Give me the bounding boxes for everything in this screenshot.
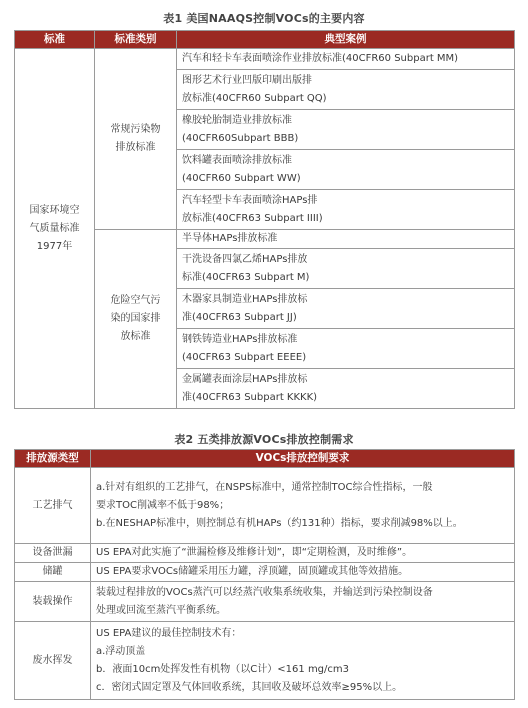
example-line: 金属罐表面涂层HAPs排放标	[182, 373, 308, 385]
example-line: 饮料罐表面喷涂排放标准	[182, 154, 292, 166]
table-row	[15, 582, 515, 622]
header-example: 典型案例	[177, 31, 515, 49]
example-cell	[177, 49, 515, 70]
requirement-line: b.在NESHAP标准中，则控制总有机HAPs（约131种）指标，要求削减98%以上。	[96, 517, 463, 529]
table-row	[15, 468, 515, 544]
standard-line: 气质量标准	[29, 222, 80, 234]
source-cell: 储罐	[15, 563, 91, 582]
header-requirement: VOCs排放控制要求	[91, 450, 515, 468]
requirement-cell	[91, 468, 515, 544]
category-line: 染的国家排	[110, 313, 161, 324]
category-line: 危险空气污	[110, 295, 161, 306]
example-line: 木器家具制造业HAPs排放标	[182, 293, 308, 305]
example-line: 图形艺术行业凹版印刷出版排	[182, 74, 312, 86]
category-line: 排放标准	[115, 142, 156, 153]
requirement-line: b．液面10cm处挥发性有机物（以C计）<161 mg/cm3	[96, 663, 349, 675]
example-cell	[177, 190, 515, 230]
example-line: (40CFR60Subpart BBB)	[182, 132, 299, 144]
requirement-line: US EPA建议的最佳控制技术有：	[96, 627, 242, 639]
source-cell: 装载操作	[15, 582, 91, 622]
example-cell	[177, 230, 515, 249]
example-line: 钢铁铸造业HAPs排放标准	[182, 333, 298, 345]
source-cell: 废水挥发	[15, 622, 91, 700]
example-cell	[177, 369, 515, 409]
table-row	[15, 622, 515, 700]
table2-header-row	[15, 450, 515, 468]
table1-caption: 表1 美国NAAQS控制VOCs的主要内容	[163, 12, 365, 25]
table1-header-row	[15, 31, 515, 49]
example-cell	[177, 329, 515, 369]
example-cell	[177, 110, 515, 150]
table-row	[15, 563, 515, 582]
example-line: 放标准(40CFR63 Subpart IIII)	[182, 212, 323, 224]
requirement-cell	[91, 563, 515, 582]
table2-caption: 表2 五类排放源VOCs排放控制需求	[174, 433, 354, 446]
requirement-line: 处理或回流至蒸汽平衡系统。	[96, 604, 226, 616]
category-cell	[95, 230, 177, 409]
requirement-line: a.浮动顶盖	[96, 645, 146, 657]
standard-cell	[15, 49, 95, 409]
requirement-line: a.针对有组织的工艺排气，在NSPS标准中，通常控制TOC综合性指标，一般	[96, 481, 433, 493]
example-line: 准(40CFR63 Subpart JJ)	[182, 311, 297, 323]
source-cell: 设备泄漏	[15, 544, 91, 563]
example-cell	[177, 249, 515, 289]
standard-line: 国家环境空	[29, 204, 80, 216]
example-line: 半导体HAPs排放标准	[182, 233, 278, 244]
category-cell	[95, 49, 177, 230]
example-line: 干洗设备四氯乙烯HAPs排放	[182, 253, 308, 265]
requirement-line: 要求TOC削减率不低于98%；	[96, 499, 230, 511]
header-source-type: 排放源类型	[15, 450, 91, 468]
requirement-cell	[91, 544, 515, 563]
example-cell	[177, 150, 515, 190]
category-line: 放标准	[120, 331, 151, 342]
header-category: 标准类别	[95, 31, 177, 49]
example-line: (40CFR63 Subpart EEEE)	[182, 351, 307, 363]
example-line: 放标准(40CFR60 Subpart QQ)	[182, 92, 327, 104]
example-cell	[177, 70, 515, 110]
requirement-cell	[91, 582, 515, 622]
header-standard: 标准	[15, 31, 95, 49]
example-line: (40CFR60 Subpart WW)	[182, 172, 301, 184]
requirement-cell	[91, 622, 515, 700]
voc-control-table	[14, 449, 515, 700]
example-cell	[177, 289, 515, 329]
naaqs-table	[14, 30, 515, 409]
requirement-line: US EPA对此实施了“泄漏检修及维修计划”，即“定期检测，及时维修”。	[96, 547, 413, 558]
requirement-line: US EPA要求VOCs储罐采用压力罐，浮顶罐，固顶罐或其他等效措施。	[96, 566, 409, 577]
example-line: 标准(40CFR63 Subpart M)	[182, 271, 310, 283]
example-line: 准(40CFR63 Subpart KKKK)	[182, 391, 318, 403]
requirement-line: c．密闭式固定罩及气体回收系统，其回收及破坏总效率≥95%以上。	[96, 681, 403, 693]
example-line: 橡胶轮胎制造业排放标准	[182, 114, 292, 126]
table-row	[15, 544, 515, 563]
table-row	[15, 49, 515, 70]
standard-line: 1977年	[36, 240, 73, 252]
example-line: 汽车和轻卡车表面喷涂作业排放标准(40CFR60 Subpart MM)	[182, 53, 459, 64]
requirement-line: 装载过程排放的VOCs蒸汽可以经蒸汽收集系统收集，并输送到污染控制设备	[96, 586, 433, 598]
category-line: 常规污染物	[110, 124, 161, 135]
example-line: 汽车轻型卡车表面喷涂HAPs排	[182, 194, 318, 206]
source-cell: 工艺排气	[15, 468, 91, 544]
